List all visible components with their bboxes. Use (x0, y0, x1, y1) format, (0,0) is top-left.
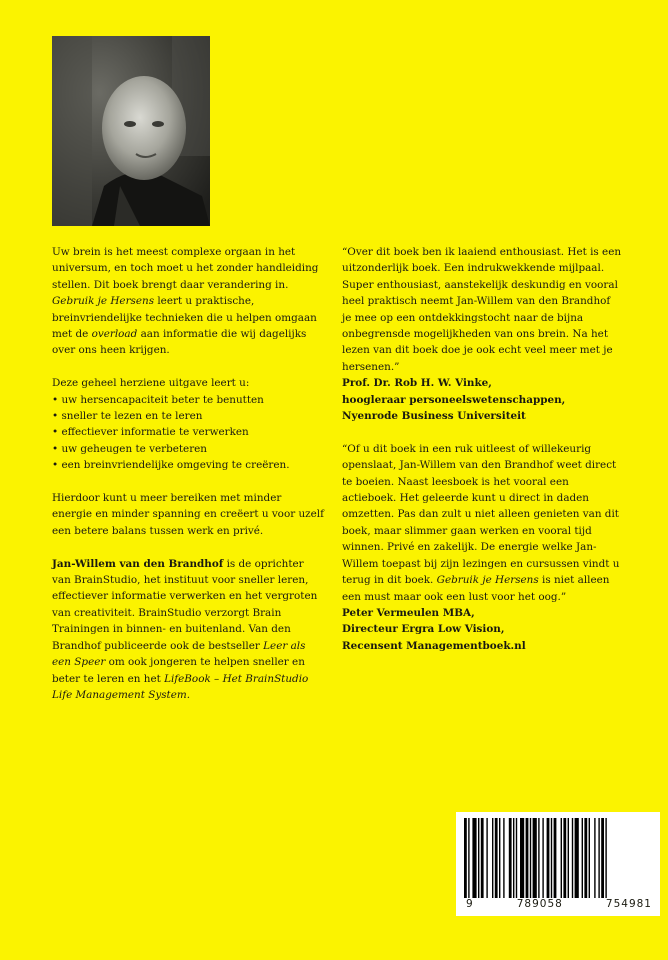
isbn-group-2: 754981 (605, 898, 652, 910)
quote2-run: “Of u dit boek in een ruk uitleest of willekeurig openslaat, Jan-Willem van den Brandhof weet direct te boeien. Naast leesboek is het vooral een actieboek. Het geleerde kunt u direct in daden omzetten. Pas dan zult u niet alleen genieten van dit boek, maar slimmer gaan werken en vooral tijd winnen. Privé en zakelijk. De energie welke Jan-Willem toepast bij zijn lezingen en cursussen vindt u terug in dit boek. (342, 442, 620, 587)
barcode-bar (575, 818, 579, 898)
barcode-bar (478, 818, 479, 898)
quote2-run: Gebruik je Hersens (436, 574, 539, 587)
reviewer-2-org: Recensent Managementboek.nl (342, 639, 526, 652)
author-photo (52, 36, 210, 226)
barcode-bar (481, 818, 484, 898)
intro-run: leert u praktische, breinvriendelijke technieken die u helpen omgaan met de (52, 295, 317, 341)
benefits-list (52, 392, 324, 474)
barcode-bar (472, 818, 476, 898)
barcode-bar (572, 818, 573, 898)
bio-run: . (186, 688, 191, 701)
intro-run: aan informatie die wij dagelijks over ons heen krijgen. (52, 328, 307, 357)
barcode-bar (486, 818, 487, 898)
barcode-bar (468, 818, 469, 898)
intro-run: Uw brein is het meest complexe orgaan in het universum, en toch moet u het zonder handleiding stellen. Dit boek brengt daar verandering in. (52, 246, 319, 291)
barcode-bar (542, 818, 543, 898)
barcode-bar (601, 818, 604, 898)
barcode-bar (464, 818, 467, 898)
intro-run: Gebruik je Hersens (52, 295, 155, 308)
barcode-bar (561, 818, 562, 898)
barcode-bar (520, 818, 524, 898)
barcode-bar (538, 818, 539, 898)
list-item: • effectiever informatie te verwerken (52, 424, 324, 440)
author-bio (52, 556, 324, 704)
barcode-bar (503, 818, 504, 898)
isbn-prefix: 9 (466, 898, 474, 910)
left-column (52, 244, 324, 703)
list-intro: Deze geheel herziene uitgave leert u: (52, 377, 250, 390)
barcode-bar (598, 818, 599, 898)
barcode-bar (554, 818, 557, 898)
reviewer-2-title: Directeur Ergra Low Vision, (342, 623, 505, 636)
barcode-bar (584, 818, 587, 898)
barcode-bars (464, 818, 652, 898)
barcode-bar (499, 818, 500, 898)
bio-run: Leer als een Speer (52, 639, 306, 669)
barcode-bar (589, 818, 590, 898)
author-portrait-image (52, 36, 210, 226)
barcode-bar (568, 818, 569, 898)
isbn-group-1: 789058 (516, 898, 563, 910)
barcode-bar (516, 818, 517, 898)
review-quote-2 (342, 441, 622, 605)
right-column (342, 244, 622, 654)
list-item: • een breinvriendelijke omgeving te creëren. (52, 457, 324, 473)
reviewer-1-name: Prof. Dr. Rob H. W. Vinke, (342, 377, 492, 390)
barcode-bar (547, 818, 550, 898)
bio-run: om ook jongeren te helpen sneller en beter te leren en het (52, 656, 305, 685)
bio-run: – (210, 672, 223, 685)
list-item: • uw geheugen te verbeteren (52, 441, 324, 457)
barcode-bar (551, 818, 552, 898)
isbn-number (466, 898, 652, 910)
barcode-bar (530, 818, 531, 898)
list-item: • uw hersencapaciteit beter te benutten (52, 392, 324, 408)
barcode-bar (605, 818, 606, 898)
isbn-barcode (456, 812, 660, 916)
bio-run: is de oprichter van BrainStudio, het instituut voor sneller leren, effectiever informatie verwerken en het vergroten van creativiteit. BrainStudio verzorgt Brain Trainingen in binnen- en buitenland. Van den Brandhof publiceerde ook de bestseller (52, 557, 318, 652)
outcome-paragraph: Hierdoor kunt u meer bereiken met minder energie en minder spanning en creëert u voor uzelf een betere balans tussen werk en privé. (52, 492, 324, 537)
barcode-bar (513, 818, 514, 898)
barcode-bar (492, 818, 493, 898)
intro-paragraph (52, 244, 324, 359)
barcode-bar (526, 818, 529, 898)
quote2-run: is niet alleen een must maar ook een lust voor het oog.” (342, 574, 610, 603)
barcode-bar (582, 818, 583, 898)
bio-run: LifeBook (164, 672, 211, 685)
reviewer-1-title: hoogleraar personeelswetenschappen, (342, 393, 566, 406)
bio-run: Het BrainStudio Life Management System (52, 672, 309, 701)
reviewer-2-name: Peter Vermeulen MBA, (342, 606, 475, 619)
review-quote-1: “Over dit boek ben ik laaiend enthousiast. Het is een uitzonderlijk boek. Een indrukwekkende mijlpaal. Super enthousiast, aanstekelijk deskundig en vooral heel praktisch neemt Jan-Willem van den Brandhof je mee op een ontdekkingstocht naar de bijna onbegrensde mogelijkheden van ons brein. Na het lezen van dit boek doe je ook echt veel meer met je hersenen.” (342, 246, 622, 373)
intro-run: overload (91, 328, 138, 341)
barcode-bar (594, 818, 595, 898)
barcode-bar (533, 818, 537, 898)
reviewer-1-org: Nyenrode Business Universiteit (342, 410, 526, 423)
barcode-bar (495, 818, 498, 898)
barcode-bar (509, 818, 512, 898)
list-item: • sneller te lezen en te leren (52, 408, 324, 424)
bio-run: Jan-Willem van den Brandhof (52, 557, 224, 570)
barcode-bar (563, 818, 566, 898)
